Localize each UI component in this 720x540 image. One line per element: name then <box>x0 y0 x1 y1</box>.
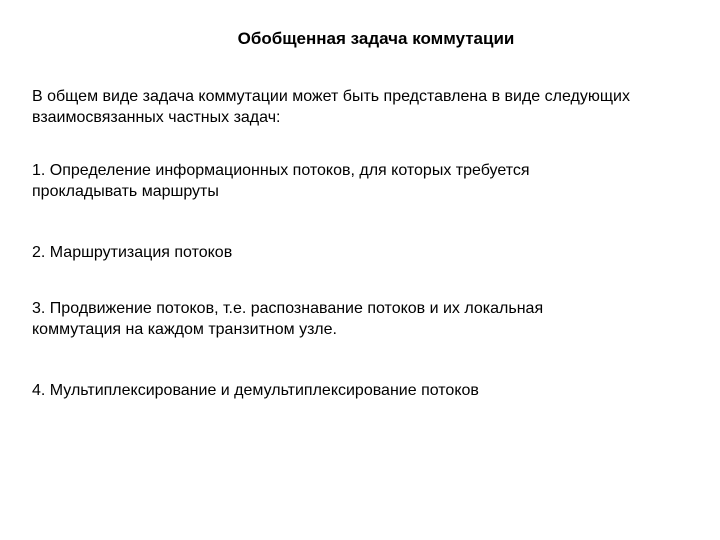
list-item-3: 3. Продвижение потоков, т.е. распознавание потоков и их локальная коммутация на каждом транзитном узле. <box>32 300 544 338</box>
list-item-2: 2. Маршрутизация потоков <box>32 244 233 261</box>
intro-paragraph: В общем виде задача коммутации может быть представлена в виде следующих взаимосвязанных частных задач: <box>32 88 630 126</box>
list-item-1: 1. Определение информационных потоков, для которых требуется прокладывать маршруты <box>32 162 530 200</box>
slide-title: Обобщенная задача коммутации <box>237 29 515 48</box>
list-item-4: 4. Мультиплексирование и демультиплексирование потоков <box>32 382 479 399</box>
